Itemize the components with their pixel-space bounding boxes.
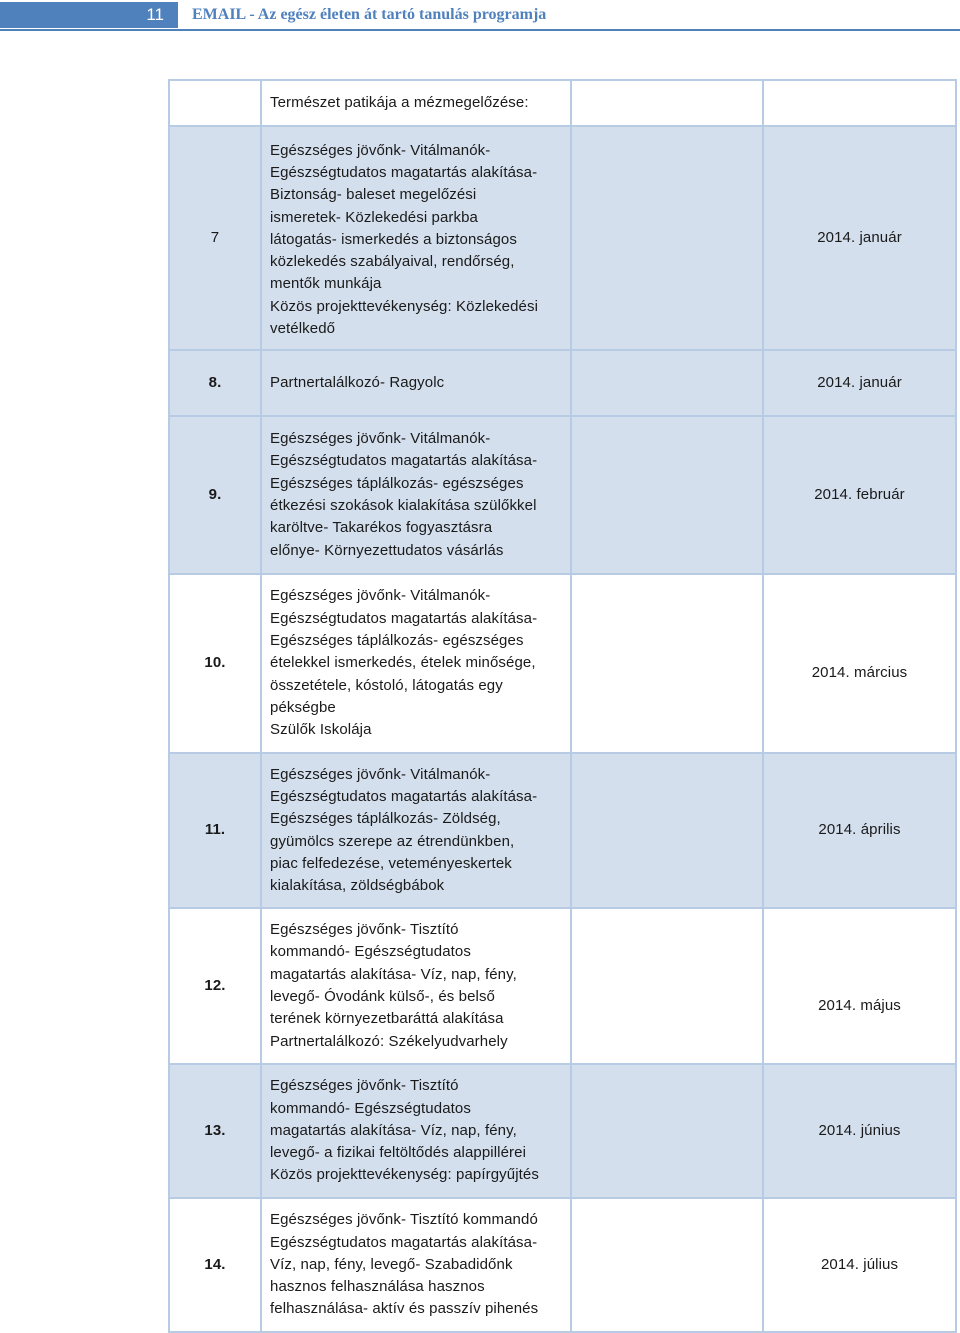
empty-cell	[571, 350, 763, 416]
description-line: Partnertalálkozó: Székelyudvarhely	[270, 1032, 508, 1050]
description-line: Egészséges táplálkozás- Zöldség,	[270, 810, 501, 828]
description-line: karöltve- Takarékos fogyasztásra	[270, 519, 493, 537]
row-description	[261, 416, 571, 574]
empty-cell	[571, 908, 763, 1064]
row-date: 2014. április	[763, 753, 956, 908]
description-line: Egészséges táplálkozás- egészséges	[270, 632, 524, 650]
description-line: Közös projekttevékenység: Közlekedési	[270, 297, 539, 315]
description-line: kialakítása, zöldségbábok	[270, 877, 445, 895]
description-line: Egészséges jövőnk- Vitálmanók-	[270, 430, 491, 448]
page-number: 11	[0, 2, 178, 28]
description-line: Természet patikája a mézmegelőzése:	[270, 93, 529, 111]
table-row	[169, 350, 956, 416]
description-line: gyümölcs szerepe az étrendünkben,	[270, 832, 515, 850]
description-line: Egészséges jövőnk- Vitálmanók-	[270, 141, 491, 159]
table-row	[169, 126, 956, 350]
row-description	[261, 80, 571, 126]
row-description	[261, 126, 571, 350]
description-line: mentők munkája	[270, 275, 382, 293]
description-line: Egészséges jövőnk- Tisztító kommandó	[270, 1211, 538, 1229]
description-line: étkezési szokások kialakítása szülőkkel	[270, 497, 537, 514]
row-description	[261, 908, 571, 1064]
empty-cell	[571, 753, 763, 908]
row-date: 2014. március	[763, 574, 956, 753]
page-header	[0, 0, 960, 30]
description-line: Egészséges jövőnk- Tisztító	[270, 1077, 459, 1095]
row-date: 2014. július	[763, 1198, 956, 1332]
description-line: Biztonság- baleset megelőzési	[270, 186, 477, 204]
table-row	[169, 80, 956, 126]
row-date: 2014. február	[763, 416, 956, 574]
row-number: 9.	[169, 416, 261, 574]
description-line: vetélkedő	[270, 320, 336, 338]
program-schedule-table	[168, 79, 957, 1333]
description-line: Egészségtudatos magatartás alakítása-	[270, 1233, 538, 1251]
description-line: piac felfedezése, veteményeskertek	[270, 854, 512, 872]
row-number: 12.	[169, 908, 261, 1064]
description-line: Egészségtudatos magatartás alakítása-	[270, 609, 538, 627]
description-line: ismeretek- Közlekedési parkba	[270, 208, 478, 226]
description-line: pékségbe	[270, 698, 336, 716]
description-line: terének környezetbaráttá alakítása	[270, 1010, 504, 1028]
row-date: 2014. január	[763, 350, 956, 416]
description-line: kommandó- Egészségtudatos	[270, 943, 471, 961]
description-line: levegő- a fizikai feltöltődés alappillérei	[270, 1144, 527, 1162]
row-description	[261, 1064, 571, 1198]
row-description	[261, 753, 571, 908]
description-line: Víz, nap, fény, levegő- Szabadidőnk	[270, 1255, 513, 1273]
description-line: Egészségtudatos magatartás alakítása-	[270, 163, 538, 181]
description-line: magatartás alakítása- Víz, nap, fény,	[270, 1121, 517, 1139]
description-line: kommandó- Egészségtudatos	[270, 1099, 471, 1117]
empty-cell	[571, 80, 763, 126]
description-line: előnye- Környezettudatos vásárlás	[270, 541, 504, 559]
row-number: 13.	[169, 1064, 261, 1198]
description-line: Szülők Iskolája	[270, 721, 372, 739]
table-row	[169, 1064, 956, 1198]
row-number	[169, 80, 261, 126]
row-date	[763, 80, 956, 126]
description-line: közlekedés szabályaival, rendőrség,	[270, 253, 515, 271]
empty-cell	[571, 126, 763, 350]
description-line: összetétele, kóstoló, látogatás egy	[270, 676, 503, 694]
description-line: levegő- Óvodánk külső-, és belső	[270, 988, 495, 1005]
row-description	[261, 574, 571, 753]
table-row	[169, 753, 956, 908]
table-row	[169, 1198, 956, 1332]
description-line: ételekkel ismerkedés, ételek minősége,	[270, 654, 536, 672]
row-description	[261, 1198, 571, 1332]
empty-cell	[571, 416, 763, 574]
description-line: Egészséges táplálkozás- egészséges	[270, 474, 524, 492]
description-line: látogatás- ismerkedés a biztonságos	[270, 230, 517, 248]
running-title: EMAIL - Az egész életen át tartó tanulás programja	[192, 6, 547, 23]
row-number: 10.	[169, 574, 261, 753]
description-line: Egészséges jövőnk- Vitálmanók-	[270, 765, 491, 783]
description-line: Egészséges jövőnk- Vitálmanók-	[270, 587, 491, 605]
table-row	[169, 416, 956, 574]
row-date: 2014. január	[763, 126, 956, 350]
empty-cell	[571, 574, 763, 753]
row-number: 14.	[169, 1198, 261, 1332]
description-line: Egészséges jövőnk- Tisztító	[270, 921, 459, 939]
table-row	[169, 908, 956, 1064]
empty-cell	[571, 1198, 763, 1332]
description-line: hasznos felhasználása hasznos	[270, 1278, 485, 1296]
row-number: 7	[169, 126, 261, 350]
description-line: felhasználása- aktív és passzív pihenés	[270, 1300, 539, 1318]
table-row	[169, 574, 956, 753]
row-description	[261, 350, 571, 416]
row-date: 2014. június	[763, 1064, 956, 1198]
description-line: magatartás alakítása- Víz, nap, fény,	[270, 965, 517, 983]
header-rule	[0, 29, 960, 31]
row-number: 8.	[169, 350, 261, 416]
description-line: Egészségtudatos magatartás alakítása-	[270, 787, 538, 805]
description-line: Partnertalálkozó- Ragyolc	[270, 373, 445, 391]
row-number: 11.	[169, 753, 261, 908]
description-line: Közös projekttevékenység: papírgyűjtés	[270, 1166, 539, 1184]
row-date: 2014. május	[763, 908, 956, 1064]
empty-cell	[571, 1064, 763, 1198]
description-line: Egészségtudatos magatartás alakítása-	[270, 452, 538, 470]
